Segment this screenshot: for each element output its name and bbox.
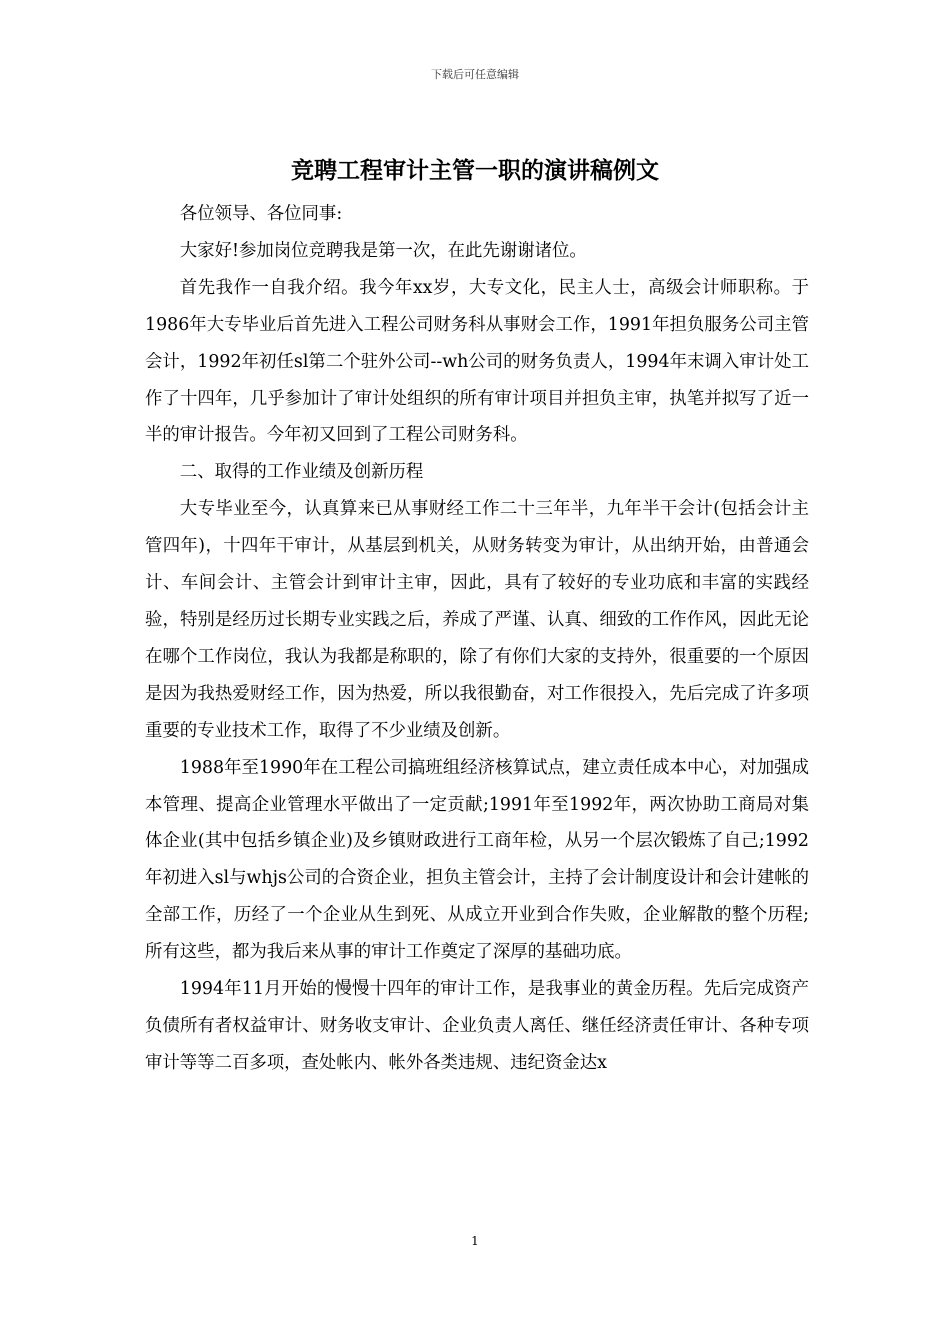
greeting-paragraph: 大家好!参加岗位竞聘我是第一次，在此先谢谢诸位。 (179, 240, 587, 261)
salutation-paragraph: 各位领导、各位同事: (179, 204, 343, 224)
section-heading: 二、取得的工作业绩及创新历程 (179, 462, 424, 483)
body-paragraph: 1994年11月开始的慢慢十四年的审计工作，是我事业的黄金历程。先后完成资产负债所有者权益审计、财务收支审计、企业负责人离任、继任经济责任审计、各种专项审计等等二百多项，查处帐内、帐外各类违规、违纪资金达x (145, 979, 809, 1073)
body-paragraph: 1988年至1990年在工程公司搞班组经济核算试点，建立责任成本中心，对加强成本管理、提高企业管理水平做出了一定贡献;1991年至1992年，两次协助工商局对集体企业(其中包括乡镇企业)及乡镇财政进行工商年检，从另一个层次锻炼了自己;1992年初进入sl与whjs公司的合资企业，担负主管会计，主持了会计制度设计和会计建帐的全部工作，历经了一个企业从生到死、从成立开业到合作失败，企业解散的整个历程;所有这些，都为我后来从事的审计工作奠定了深厚的基础功底。 (145, 757, 809, 963)
document-body (145, 196, 809, 1082)
self-introduction-paragraph: 首先我作一自我介绍。我今年xx岁，大专文化，民主人士，高级会计师职称。于1986年大专毕业后首先进入工程公司财务科从事财会工作，1991年担负服务公司主管会计，1992年初任sl第二个驻外公司--wh公司的财务负责人，1994年末调入审计处工作了十四年，几乎参加计了审计处组织的所有审计项目并担负主审，执笔并拟写了近一半的审计报告。今年初又回到了工程公司财务科。 (145, 277, 809, 446)
page-number: 1 (471, 1234, 479, 1248)
body-paragraph: 大专毕业至今，认真算来已从事财经工作二十三年半，九年半干会计(包括会计主管四年)，十四年干审计，从基层到机关，从财务转变为审计，从出纳开始，由普通会计、车间会计、主管会计到审计主审，因此，具有了较好的专业功底和丰富的实践经验，特别是经历过长期专业实践之后，养成了严谨、认真、细致的工作作风，因此无论在哪个工作岗位，我认为我都是称职的，除了有你们大家的支持外，很重要的一个原因是因为我热爱财经工作，因为热爱，所以我很勤奋，对工作很投入，先后完成了许多项重要的专业技术工作，取得了不少业绩及创新。 (145, 499, 809, 741)
document-title: 竞聘工程审计主管一职的演讲稿例文 (291, 157, 659, 184)
page-header-note: 下载后可任意编辑 (431, 68, 519, 81)
